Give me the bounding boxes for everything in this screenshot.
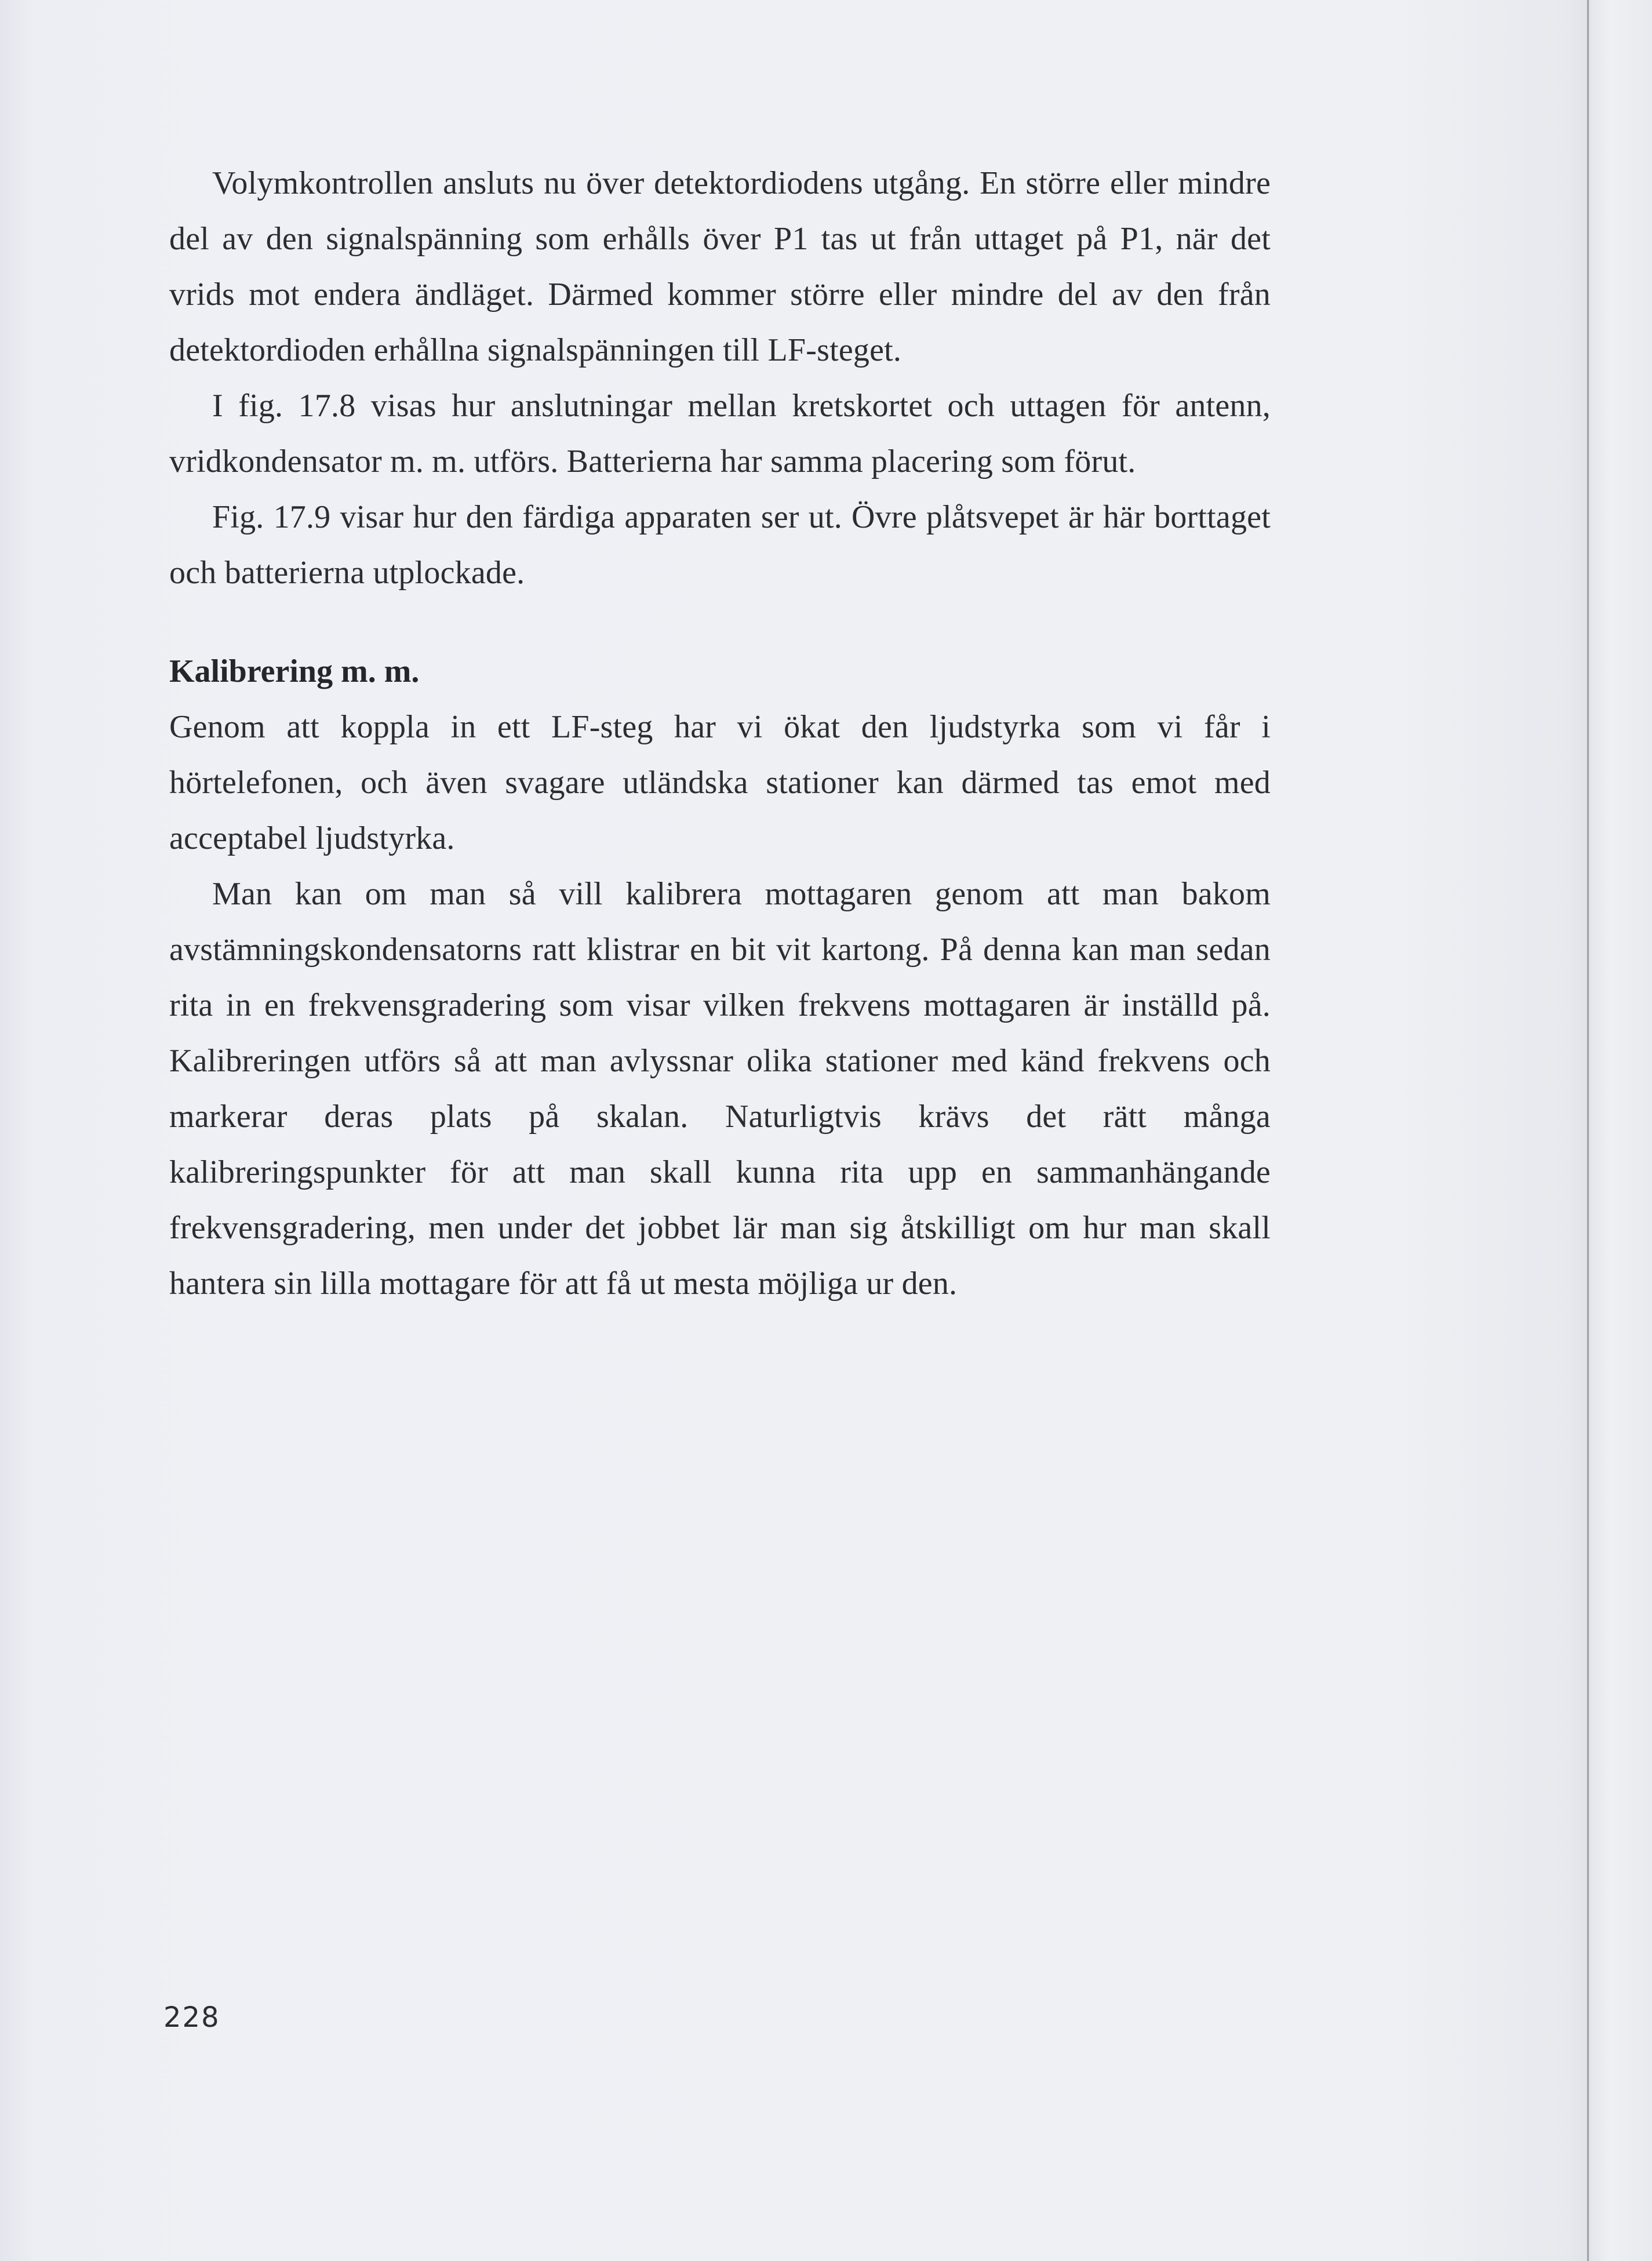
page-edge (1587, 0, 1652, 2261)
page-edge-line (1587, 0, 1589, 2261)
paragraph-fig-17-9: Fig. 17.9 visar hur den färdiga apparaten ser ut. Övre plåtsvepet är här borttaget och batterierna utplockade. (169, 499, 1271, 591)
section-heading-calibration: Kalibrering m. m. (169, 653, 420, 689)
body-text (169, 155, 1271, 1311)
paragraph-calibration: Man kan om man så vill kalibrera mottagaren genom att man bakom avstämningskondensatorns ratt klistrar en bit vit kartong. På denna kan man sedan rita in en frekvensgradering som visar vilken frekvens mottagaren är inställd på. Kalibreringen utförs så att man avlyssnar olika stationer med känd frekvens och markerar deras plats på skalan. Naturligtvis krävs det rätt många kalibreringspunkter för att man skall kunna rita upp en sammanhängande frekvensgradering, men under det jobbet lär man sig åtskilligt om hur man skall hantera sin lilla mottagare för att få ut mesta möjliga ur den. (169, 876, 1271, 1302)
paragraph-fig-17-8: I fig. 17.8 visas hur anslutningar mellan kretskortet och uttagen för antenn, vridkondensator m. m. utförs. Batterierna har samma placering som förut. (169, 388, 1271, 479)
paragraph-lf-stage: Genom att koppla in ett LF-steg har vi ökat den ljudstyrka som vi får i hörtelefonen, och även svagare utländska stationer kan därmed tas emot med acceptabel ljudstyrka. (169, 709, 1271, 856)
page-number: 228 (163, 2001, 220, 2034)
paragraph-volume-control: Volymkontrollen ansluts nu över detektordiodens utgång. En större eller mindre del av den signalspänning som erhålls över P1 tas ut från uttaget på P1, när det vrids mot endera ändläget. Därmed kommer större eller mindre del av den från detektordioden erhållna signalspänningen till LF-steget. (169, 165, 1271, 368)
